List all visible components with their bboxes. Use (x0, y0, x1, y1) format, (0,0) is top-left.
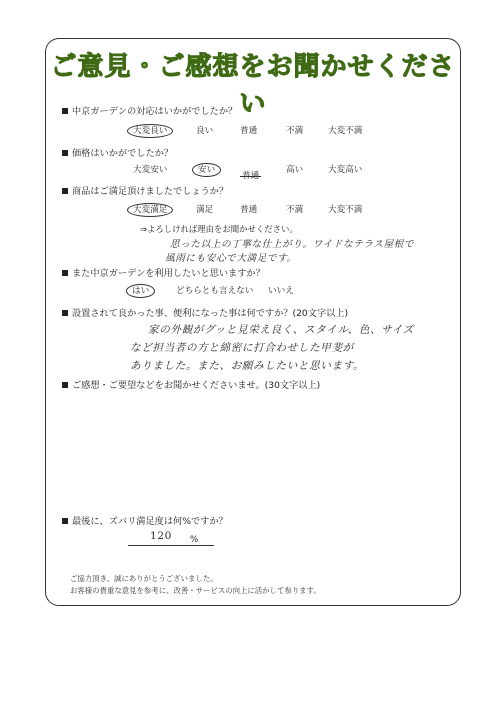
question-6 (62, 377, 320, 391)
handwritten-answer-line-3: ありました。また、お願みしたいと思います。 (130, 360, 365, 372)
q2-option-2-selected: 安い (192, 163, 221, 177)
question-2 (62, 145, 173, 159)
question-1-label: 中京ガーデンの対応はいかがでしたか？ (72, 106, 238, 117)
satisfaction-underline (128, 545, 214, 546)
handwritten-reason-line-2: 風雨にも安心で大満足です。 (165, 253, 297, 264)
q1-option-5[interactable]: 大変不満 (328, 126, 363, 136)
q3-option-5[interactable]: 大変不満 (328, 205, 363, 215)
question-3-label: 商品はご満足頂けましたでしょうか？ (72, 186, 229, 197)
bullet-square-icon (62, 188, 68, 194)
handwritten-reason-line-1: 思った以上の丁寧な仕上がり。ワイドなテラス屋根で (170, 239, 415, 250)
q4-option-2[interactable]: どちらとも言えない (176, 286, 254, 296)
reason-prompt: ⇒よろしければ理由をお聞かせください。 (140, 224, 298, 234)
question-2-label: 価格はいかがでしたか？ (72, 148, 174, 159)
q4-option-1-selected: はい (126, 284, 155, 298)
bullet-square-icon (62, 518, 68, 524)
q4-option-1[interactable] (132, 284, 155, 296)
question-7-label: 最後に、ズバリ満足度は何%ですか？ (72, 516, 228, 527)
bullet-square-icon (62, 150, 68, 156)
bullet-square-icon (62, 270, 68, 276)
handwritten-answer-line-2: など担当者の方と綿密に打合わせした甲斐が (130, 342, 354, 354)
question-1 (62, 103, 237, 117)
footer-thanks: ご協力頂き、誠にありがとうございました。 (70, 574, 218, 583)
q1-option-2[interactable]: 良い (196, 126, 214, 136)
question-4-label: また中京ガーデンを利用したいと思いますか？ (72, 268, 265, 279)
question-5-label: 設置されて良かった事、便利になった事は何ですか？(20文字以上) (72, 308, 349, 319)
handwritten-answer-line-1: 家の外観がグッと見栄え良く、スタイル、色、サイズ (148, 324, 414, 336)
q2-option-4[interactable]: 高い (286, 165, 304, 175)
q4-option-3[interactable]: いいえ (268, 286, 294, 296)
q1-option-4[interactable]: 不満 (286, 126, 304, 136)
q2-option-3[interactable]: 普通 (242, 171, 260, 181)
question-4 (62, 265, 265, 279)
question-5 (62, 305, 348, 319)
q3-option-1-selected: 大変満足 (127, 203, 173, 217)
satisfaction-value: 120 (150, 530, 173, 542)
q1-option-1-selected: 大変良い (127, 124, 173, 138)
survey-title: ご意見・ご感想をお聞かせください (50, 52, 456, 119)
q1-option-1[interactable] (133, 124, 173, 136)
q3-option-3[interactable]: 普通 (240, 205, 258, 215)
q2-option-1[interactable]: 大変安い (133, 165, 168, 175)
q2-option-5[interactable]: 大変高い (328, 165, 363, 175)
question-7 (62, 513, 228, 527)
question-3 (62, 183, 228, 197)
q3-option-4[interactable]: 不満 (286, 205, 304, 215)
satisfaction-unit: % (190, 535, 199, 545)
q3-option-1[interactable] (133, 203, 173, 215)
bullet-square-icon (62, 310, 68, 316)
q2-option-2[interactable] (198, 163, 221, 175)
question-6-label: ご感想・ご要望などをお聞かせくださいませ。(30文字以上) (72, 380, 321, 391)
bullet-square-icon (62, 382, 68, 388)
q3-option-2[interactable]: 満足 (196, 205, 214, 215)
q1-option-3[interactable]: 普通 (240, 126, 258, 136)
bullet-square-icon (62, 108, 68, 114)
footer-message: お客様の貴重な意見を参考に、改善・サービスの向上に活かして参ります。 (70, 586, 321, 595)
